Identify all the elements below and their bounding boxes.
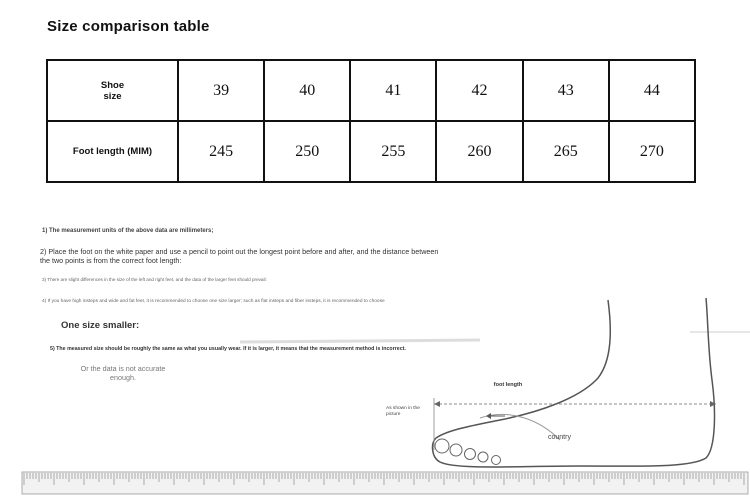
toe	[478, 452, 488, 462]
length-cell: 260	[436, 121, 522, 182]
length-cell: 270	[609, 121, 695, 182]
note-1: 1) The measurement units of the above data are millimeters;	[42, 228, 214, 234]
toe	[465, 449, 476, 460]
country-label: country	[548, 434, 571, 441]
foot-measurement-illustration	[0, 290, 750, 500]
size-cell: 44	[609, 60, 695, 121]
size-cell: 41	[350, 60, 436, 121]
note-2: 2) Place the foot on the white paper and use a pencil to point out the longest point before and after, and the distance between the two points is from the correct foot length:	[40, 247, 439, 265]
row-label-line2: size	[103, 90, 122, 102]
arrow-head-left-icon	[434, 401, 440, 407]
note-6: Or the data is not accurate enough.	[80, 364, 166, 382]
note-4: 4) If you have high insteps and wide and fat feet, it is recommended to choose one size larger; such as flat insteps and fiber insteps, it is recommended to choose	[42, 299, 385, 304]
row-label-shoe-size	[47, 60, 178, 121]
size-cell: 42	[436, 60, 522, 121]
row-label-foot-length: Foot length (MIM)	[47, 121, 178, 182]
page-title: Size comparison table	[47, 18, 210, 35]
length-cell: 255	[350, 121, 436, 182]
row-label-line1: Shoe	[100, 79, 125, 91]
arrow-head-right-icon	[710, 401, 716, 407]
size-table	[46, 59, 696, 183]
faint-stroke	[240, 340, 480, 342]
table-row-foot-length	[47, 121, 695, 182]
toe	[492, 456, 501, 465]
note-3: 3) There are slight differences in the size of the left and right feet, and the data of the larger feet should prevail:	[42, 277, 267, 282]
table-row-shoe-size	[47, 60, 695, 121]
toe	[450, 444, 462, 456]
length-cell: 245	[178, 121, 264, 182]
pointer-arrow-head-icon	[486, 413, 491, 419]
size-cell: 43	[523, 60, 609, 121]
note-5: 5) The measured size should be roughly the same as what you usually wear. If it is larger, it means that the measurement method is incorrect.	[50, 346, 406, 352]
toe	[435, 439, 449, 453]
size-cell: 40	[264, 60, 350, 121]
length-cell: 265	[523, 121, 609, 182]
foot-outline	[433, 298, 715, 467]
foot-length-label: foot length	[493, 382, 523, 388]
length-cell: 250	[264, 121, 350, 182]
note-subheading: One size smaller:	[61, 320, 140, 331]
as-shown-label: As shown in the picture	[386, 406, 420, 417]
size-cell: 39	[178, 60, 264, 121]
